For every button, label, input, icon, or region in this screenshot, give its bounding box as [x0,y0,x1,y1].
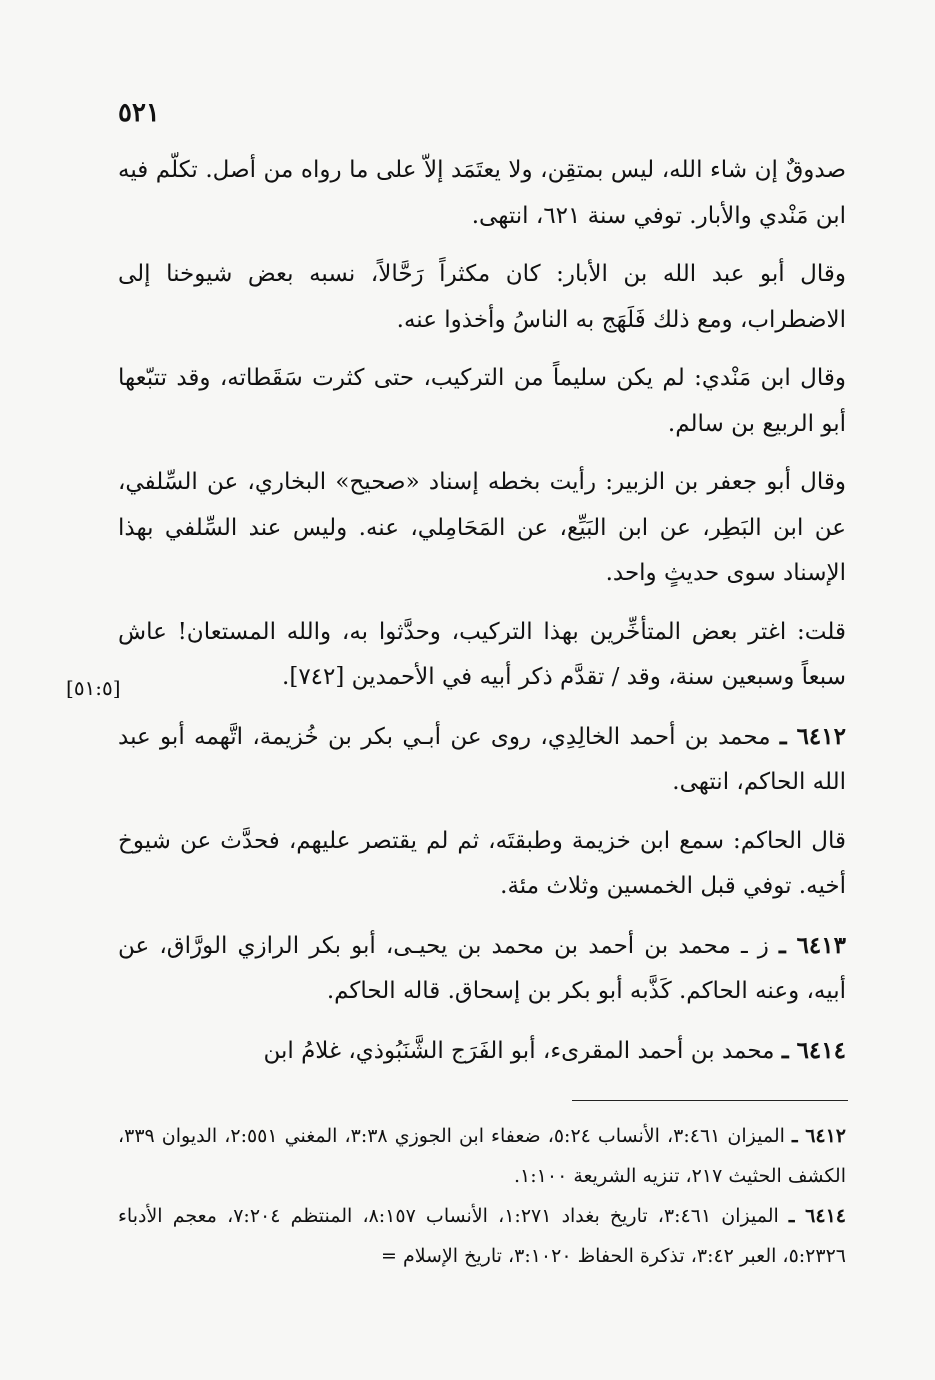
paragraph [118,148,846,239]
entry-number: ٦٤١٢ ـ [779,722,846,750]
paragraph-text: وقال أبو عبد الله بن الأبار: كان مكثراً رَحَّالاً، نسبه بعض شيوخنا إلى الاضطراب، ومع ذلك فَلَهَج به الناسُ وأخذوا عنه. [118,261,846,333]
footnote-text: الميزان ٣:٤٦١، الأنساب ٥:٢٤، ضعفاء ابن الجوزي ٣:٣٨، المغني ٢:٥٥١، الديوان ٣٣٩، الكشف الحثيث ٢١٧، تنزيه الشريعة ١:١٠٠. [118,1125,846,1187]
entry-paragraph [118,714,846,806]
paragraph [118,460,846,597]
paragraph-text: ز ـ محمد بن أحمد بن محمد بن يحيـى، أبو بكر الرازي الورَّاق، عن أبيه، وعنه الحاكم. كَذَّبه أبو بكر بن إسحاق. قاله الحاكم. [118,932,846,1004]
paragraph-text: صدوقٌ إن شاء الله، ليس بمتقِن، ولا يعتَمَد إلاّ على ما رواه من أصل. تكلّم فيه ابن مَنْدي والأبار. توفي سنة ٦٢١، انتهى. [118,157,846,229]
paragraph-text: محمد بن أحمد المقرىء، أبو الفَرَج الشَّنَبُوذي، غلامُ ابن [263,1037,782,1064]
main-text [118,148,846,1087]
paragraph [118,610,846,701]
paragraph [118,356,846,447]
footnotes [118,1116,846,1276]
footnote-number: ٦٤١٢ ـ [791,1125,847,1147]
paragraph [118,252,846,343]
footnote-text: الميزان ٣:٤٦١، تاريخ بغداد ١:٢٧١، الأنساب ٨:١٥٧، المنتظم ٧:٢٠٤، معجم الأدباء ٥:٢٣٢٦، العبر ٣:٤٢، تذكرة الحفاظ ٣:١٠٢٠، تاريخ الإسلام = [118,1205,846,1267]
footnote [118,1196,846,1276]
paragraph-text: قال الحاكم: سمع ابن خزيمة وطبقتَه، ثم لم يقتصر عليهم، فحدَّث عن شيوخ أخيه. توفي قبل الخمسين وثلاث مئة. [118,827,846,899]
entry-paragraph [118,923,846,1015]
paragraph-text: قلت: اغتر بعض المتأخِّرين بهذا التركيب، وحدَّثوا به، والله المستعان! عاش سبعاً وسبعين سنة، وقد / تقدَّم ذكر أبيه في الأحمدين [٧٤٢]. [118,618,846,690]
entry-number: ٦٤١٤ ـ [781,1036,846,1064]
entry-paragraph [118,1028,846,1075]
footnote [118,1116,846,1196]
paragraph-text: وقال أبو جعفر بن الزبير: رأيت بخطه إسناد «صحيح» البخاري، عن السِّلفي، عن ابن البَطِر، عن ابن البَيِّع، عن المَحَامِلي، عنه. وليس عند السِّلفي بهذا الإسناد سوى حديثٍ واحد. [118,469,846,586]
page-number: ٥٢١ [118,98,160,128]
entry-number: ٦٤١٣ ـ [779,931,846,959]
footnote-divider [572,1100,848,1101]
paragraph-text: محمد بن أحمد الخالِدِي، روى عن أبـي بكر بن خُزيمة، اتَّهمه أبو عبد الله الحاكم، انتهى. [118,723,846,795]
margin-reference: [٥١:٥] [66,676,121,700]
paragraph [118,819,846,910]
paragraph-text: وقال ابن مَنْدي: لم يكن سليماً من التركيب، حتى كثرت سَقَطاته، وقد تتبّعها أبو الربيع بن سالم. [118,365,846,437]
footnote-number: ٦٤١٤ ـ [788,1205,846,1227]
